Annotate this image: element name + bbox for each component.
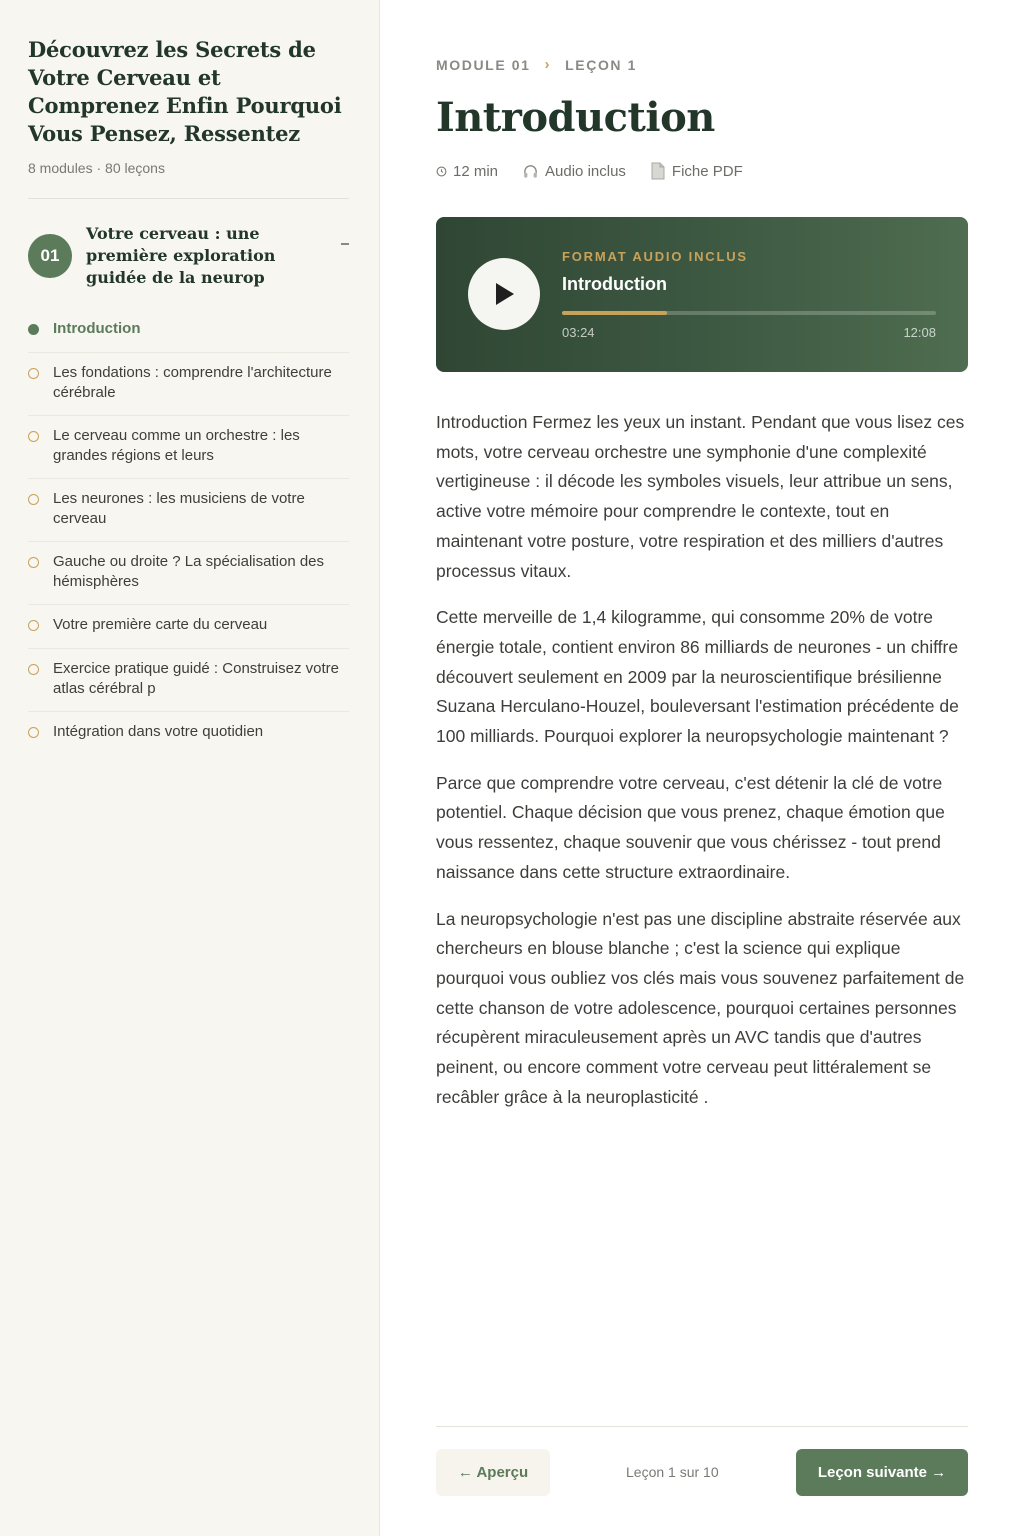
lesson-pending-icon <box>28 557 39 568</box>
breadcrumb-lesson: LEÇON 1 <box>565 56 638 73</box>
audio-progress-fill <box>562 311 667 315</box>
play-button[interactable] <box>468 258 540 330</box>
clock-icon <box>436 166 447 177</box>
lesson-label: Votre première carte du cerveau <box>53 616 268 633</box>
course-title: Découvrez les Secrets de Votre Cerveau et Comprenez Enfin Pourquoi Vous Pensez, Ressentez <box>28 37 342 146</box>
lesson-current-icon <box>28 324 39 335</box>
module-number-badge: 01 <box>28 234 72 278</box>
audio-player <box>436 217 968 372</box>
lesson-item[interactable] <box>28 542 349 605</box>
lesson-item[interactable] <box>28 605 349 649</box>
lesson-pending-icon <box>28 494 39 505</box>
lesson-pending-icon <box>28 727 39 738</box>
content-paragraph: Introduction Fermez les yeux un instant. Pendant que vous lisez ces mots, votre cerveau orchestre une symphonie d'une complexité vertigineuse : il décode les symboles visuels, leur attribue un sens, active votre mémoire pour comprendre le contexte, tout en maintenant votre posture, votre respiration et des milliers d'autres processus vitaux. <box>436 412 965 581</box>
lesson-item[interactable] <box>28 712 349 756</box>
lesson-label: Gauche ou droite ? La spécialisation des hémisphères <box>53 553 325 590</box>
lesson-item[interactable] <box>28 479 349 542</box>
headphones-icon <box>522 163 539 180</box>
lesson-label: Exercice pratique guidé : Construisez votre atlas cérébral p <box>53 660 339 697</box>
lesson-label: Introduction <box>53 320 141 337</box>
content-paragraph: Parce que comprendre votre cerveau, c'est détenir la clé de votre potentiel. Chaque décision que vous prenez, chaque émotion que vous ressentez, chaque souvenir que vous chérissez - tout prend naissance dans cette structure extraordinaire. <box>436 772 945 882</box>
lesson-item[interactable] <box>28 353 349 416</box>
sidebar-divider <box>28 198 349 199</box>
lesson-pending-icon <box>28 620 39 631</box>
audio-current-time: 03:24 <box>562 325 595 340</box>
audio-meta <box>522 163 626 180</box>
content-paragraph: Cette merveille de 1,4 kilogramme, qui consomme 20% de votre énergie totale, contient environ 86 milliards de neurones - un chiffre découvert seulement en 2009 par la neuroscientifique brésilienne Suzana Herculano-Houzel, bouleversant l'estimation précédente de 100 milliards. Pourquoi explorer la neuropsychologie maintenant ? <box>436 607 959 747</box>
duration-meta <box>436 163 498 180</box>
page-title: Introduction <box>436 94 715 141</box>
course-meta: 8 modules · 80 leçons <box>28 160 165 176</box>
audio-text: Audio inclus <box>545 162 626 180</box>
lesson-label: Les fondations : comprendre l'architecture cérébrale <box>53 364 332 401</box>
next-lesson-button[interactable]: Leçon suivante → <box>796 1449 968 1496</box>
lesson-meta <box>436 162 767 180</box>
audio-total-time: 12:08 <box>903 325 936 340</box>
lesson-list <box>28 309 349 756</box>
lesson-label: Intégration dans votre quotidien <box>53 723 264 740</box>
lesson-label: Le cerveau comme un orchestre : les grandes régions et leurs <box>53 427 300 464</box>
collapse-icon[interactable] <box>341 243 349 245</box>
chevron-right-icon: › <box>544 56 552 73</box>
lesson-pager: Leçon 1 sur 10 <box>626 1464 719 1480</box>
lesson-item[interactable] <box>28 649 349 712</box>
pdf-meta[interactable] <box>650 162 743 180</box>
footer-divider <box>436 1426 968 1427</box>
lesson-pending-icon <box>28 431 39 442</box>
module-title: Votre cerveau : une première exploration guidée de la neurop <box>86 224 276 287</box>
document-icon <box>650 162 666 180</box>
duration-text: 12 min <box>453 162 499 180</box>
back-to-overview-button[interactable]: ← Aperçu <box>436 1449 550 1496</box>
breadcrumb-module[interactable]: MODULE 01 <box>436 56 531 73</box>
lesson-item[interactable] <box>28 416 349 479</box>
breadcrumb <box>436 56 637 73</box>
content-paragraph: La neuropsychologie n'est pas une discipline abstraite réservée aux chercheurs en blouse blanche ; c'est la science qui explique pourquoi vous oubliez vos clés mais vous souvenez parfaitement de cette chanson de votre adolescence, pourquoi certaines personnes récupèrent miraculeusement après un AVC tandis que d'autres peinent, ou encore comment votre cerveau peut littéralement se recâbler grâce à la neuroplasticité . <box>436 908 965 1107</box>
module-header[interactable] <box>28 223 349 289</box>
lesson-label: Les neurones : les musiciens de votre cerveau <box>53 490 305 527</box>
lesson-pending-icon <box>28 368 39 379</box>
play-icon <box>492 281 516 307</box>
lesson-content <box>436 408 968 1129</box>
sidebar <box>0 0 380 1536</box>
lesson-pending-icon <box>28 664 39 675</box>
pdf-text: Fiche PDF <box>671 162 743 180</box>
audio-progress-bar[interactable] <box>562 311 936 315</box>
audio-title: Introduction <box>562 274 667 294</box>
lesson-item[interactable] <box>28 309 349 353</box>
audio-kicker: FORMAT AUDIO INCLUS <box>562 249 748 264</box>
lesson-main <box>436 0 968 1536</box>
